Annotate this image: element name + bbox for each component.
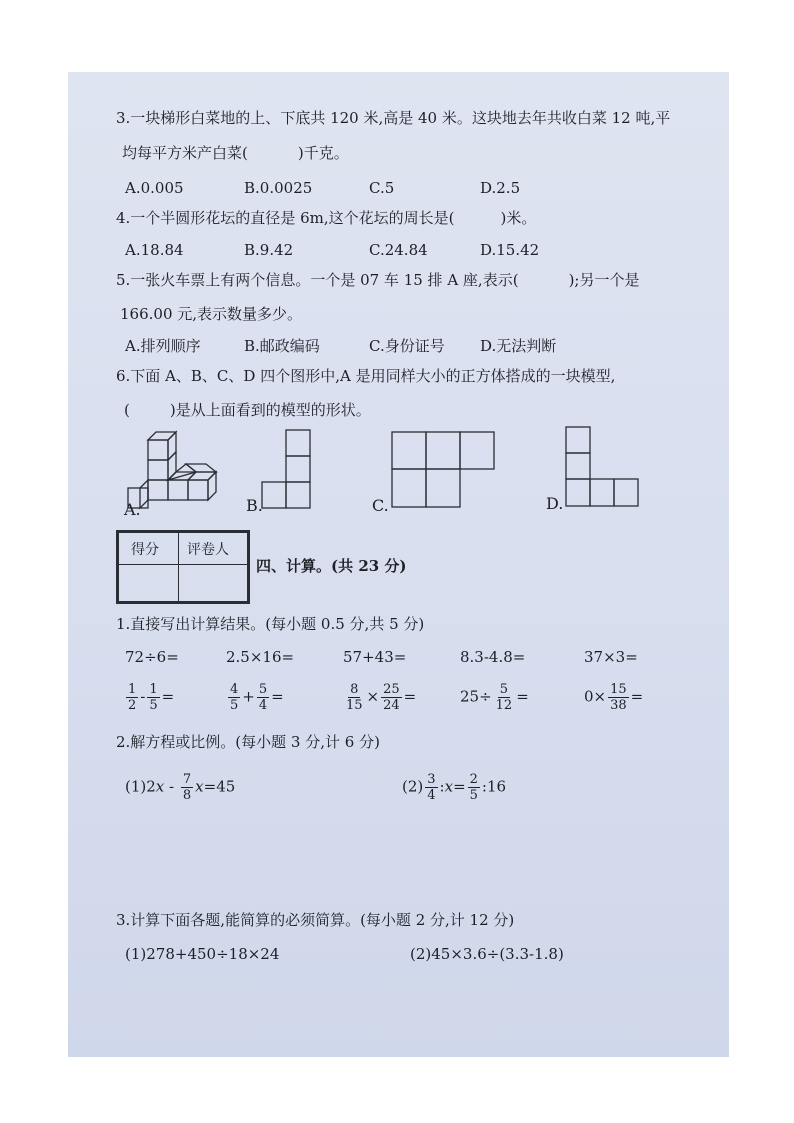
q3-option-d: D.2.5 [480, 179, 521, 197]
calc-4: 8.3-4.8= [460, 648, 526, 666]
figure-b-label: B. [246, 496, 263, 515]
figure-a-label: A. [124, 500, 141, 519]
calc-2: 2.5×16= [226, 648, 295, 666]
calc-part3-1: (1)278+450÷18×24 [125, 945, 280, 963]
figure-b-shape [262, 430, 322, 514]
q4-option-b: B.9.42 [244, 241, 294, 259]
figure-a-cube-model [136, 430, 226, 520]
figure-d-shape [566, 427, 642, 511]
figure-c-shape [392, 432, 496, 512]
q4-option-d: D.15.42 [480, 241, 540, 259]
q3-option-a: A.0.005 [125, 179, 184, 197]
figure-c-label: C. [372, 496, 389, 515]
q5-option-b: B.邮政编码 [244, 337, 320, 355]
calc-3: 57+43= [343, 648, 407, 666]
equation-1: (1)2x - $\frac{7}{8}$ x=45 [125, 772, 236, 803]
section-4-title: 四、计算。(共 23 分) [256, 557, 407, 575]
q4-option-c: C.24.84 [369, 241, 428, 259]
calc-8: $\frac{8}{15}$ × $\frac{25}{24}$ = [346, 682, 417, 713]
q5-line1: 5.一张火车票上有两个信息。一个是 07 车 15 排 A 座,表示( );另一个是 [116, 271, 640, 289]
q6-line1: 6.下面 A、B、C、D 四个图形中,A 是用同样大小的正方体搭成的一块模型, [116, 367, 616, 385]
part2-title: 2.解方程或比例。(每小题 3 分,计 6 分) [116, 733, 380, 751]
calc-10: 0× $\frac{15}{38}$ = [584, 682, 644, 713]
calc-9: 25÷ $\frac{5}{12}$ = [460, 682, 529, 713]
proportion-2: (2) $\frac{3}{4}$ :x= $\frac{2}{5}$ :16 [402, 772, 507, 803]
q6-line2: ( )是从上面看到的模型的形状。 [124, 401, 371, 419]
q3-line2: 均每平方米产白菜( )千克。 [122, 144, 349, 162]
part3-title: 3.计算下面各题,能简算的必须简算。(每小题 2 分,计 12 分) [116, 911, 515, 929]
calc-7: $\frac{4}{5}$ + $\frac{5}{4}$ = [230, 682, 284, 713]
q5-option-d: D.无法判断 [480, 337, 557, 355]
part1-title: 1.直接写出计算结果。(每小题 0.5 分,共 5 分) [116, 615, 425, 633]
q4-option-a: A.18.84 [125, 241, 184, 259]
score-header: 得分 [131, 542, 159, 558]
calc-5: 37×3= [584, 648, 638, 666]
calc-1: 72÷6= [125, 648, 179, 666]
calc-6: $\frac{1}{2}$ - $\frac{1}{5}$ = [128, 682, 175, 713]
figure-d-label: D. [546, 494, 564, 513]
q3-option-c: C.5 [369, 179, 395, 197]
q5-option-a: A.排列顺序 [125, 337, 201, 355]
score-table [116, 530, 250, 604]
q4-line1: 4.一个半圆形花坛的直径是 6m,这个花坛的周长是( )米。 [116, 209, 537, 227]
grader-header: 评卷人 [187, 542, 229, 558]
q3-option-b: B.0.0025 [244, 179, 313, 197]
q5-option-c: C.身份证号 [369, 337, 445, 355]
q5-line2: 166.00 元,表示数量多少。 [120, 305, 303, 323]
calc-part3-2: (2)45×3.6÷(3.3-1.8) [410, 945, 564, 963]
q3-line1: 3.一块梯形白菜地的上、下底共 120 米,高是 40 米。这块地去年共收白菜 12 吨,平 [116, 109, 671, 127]
